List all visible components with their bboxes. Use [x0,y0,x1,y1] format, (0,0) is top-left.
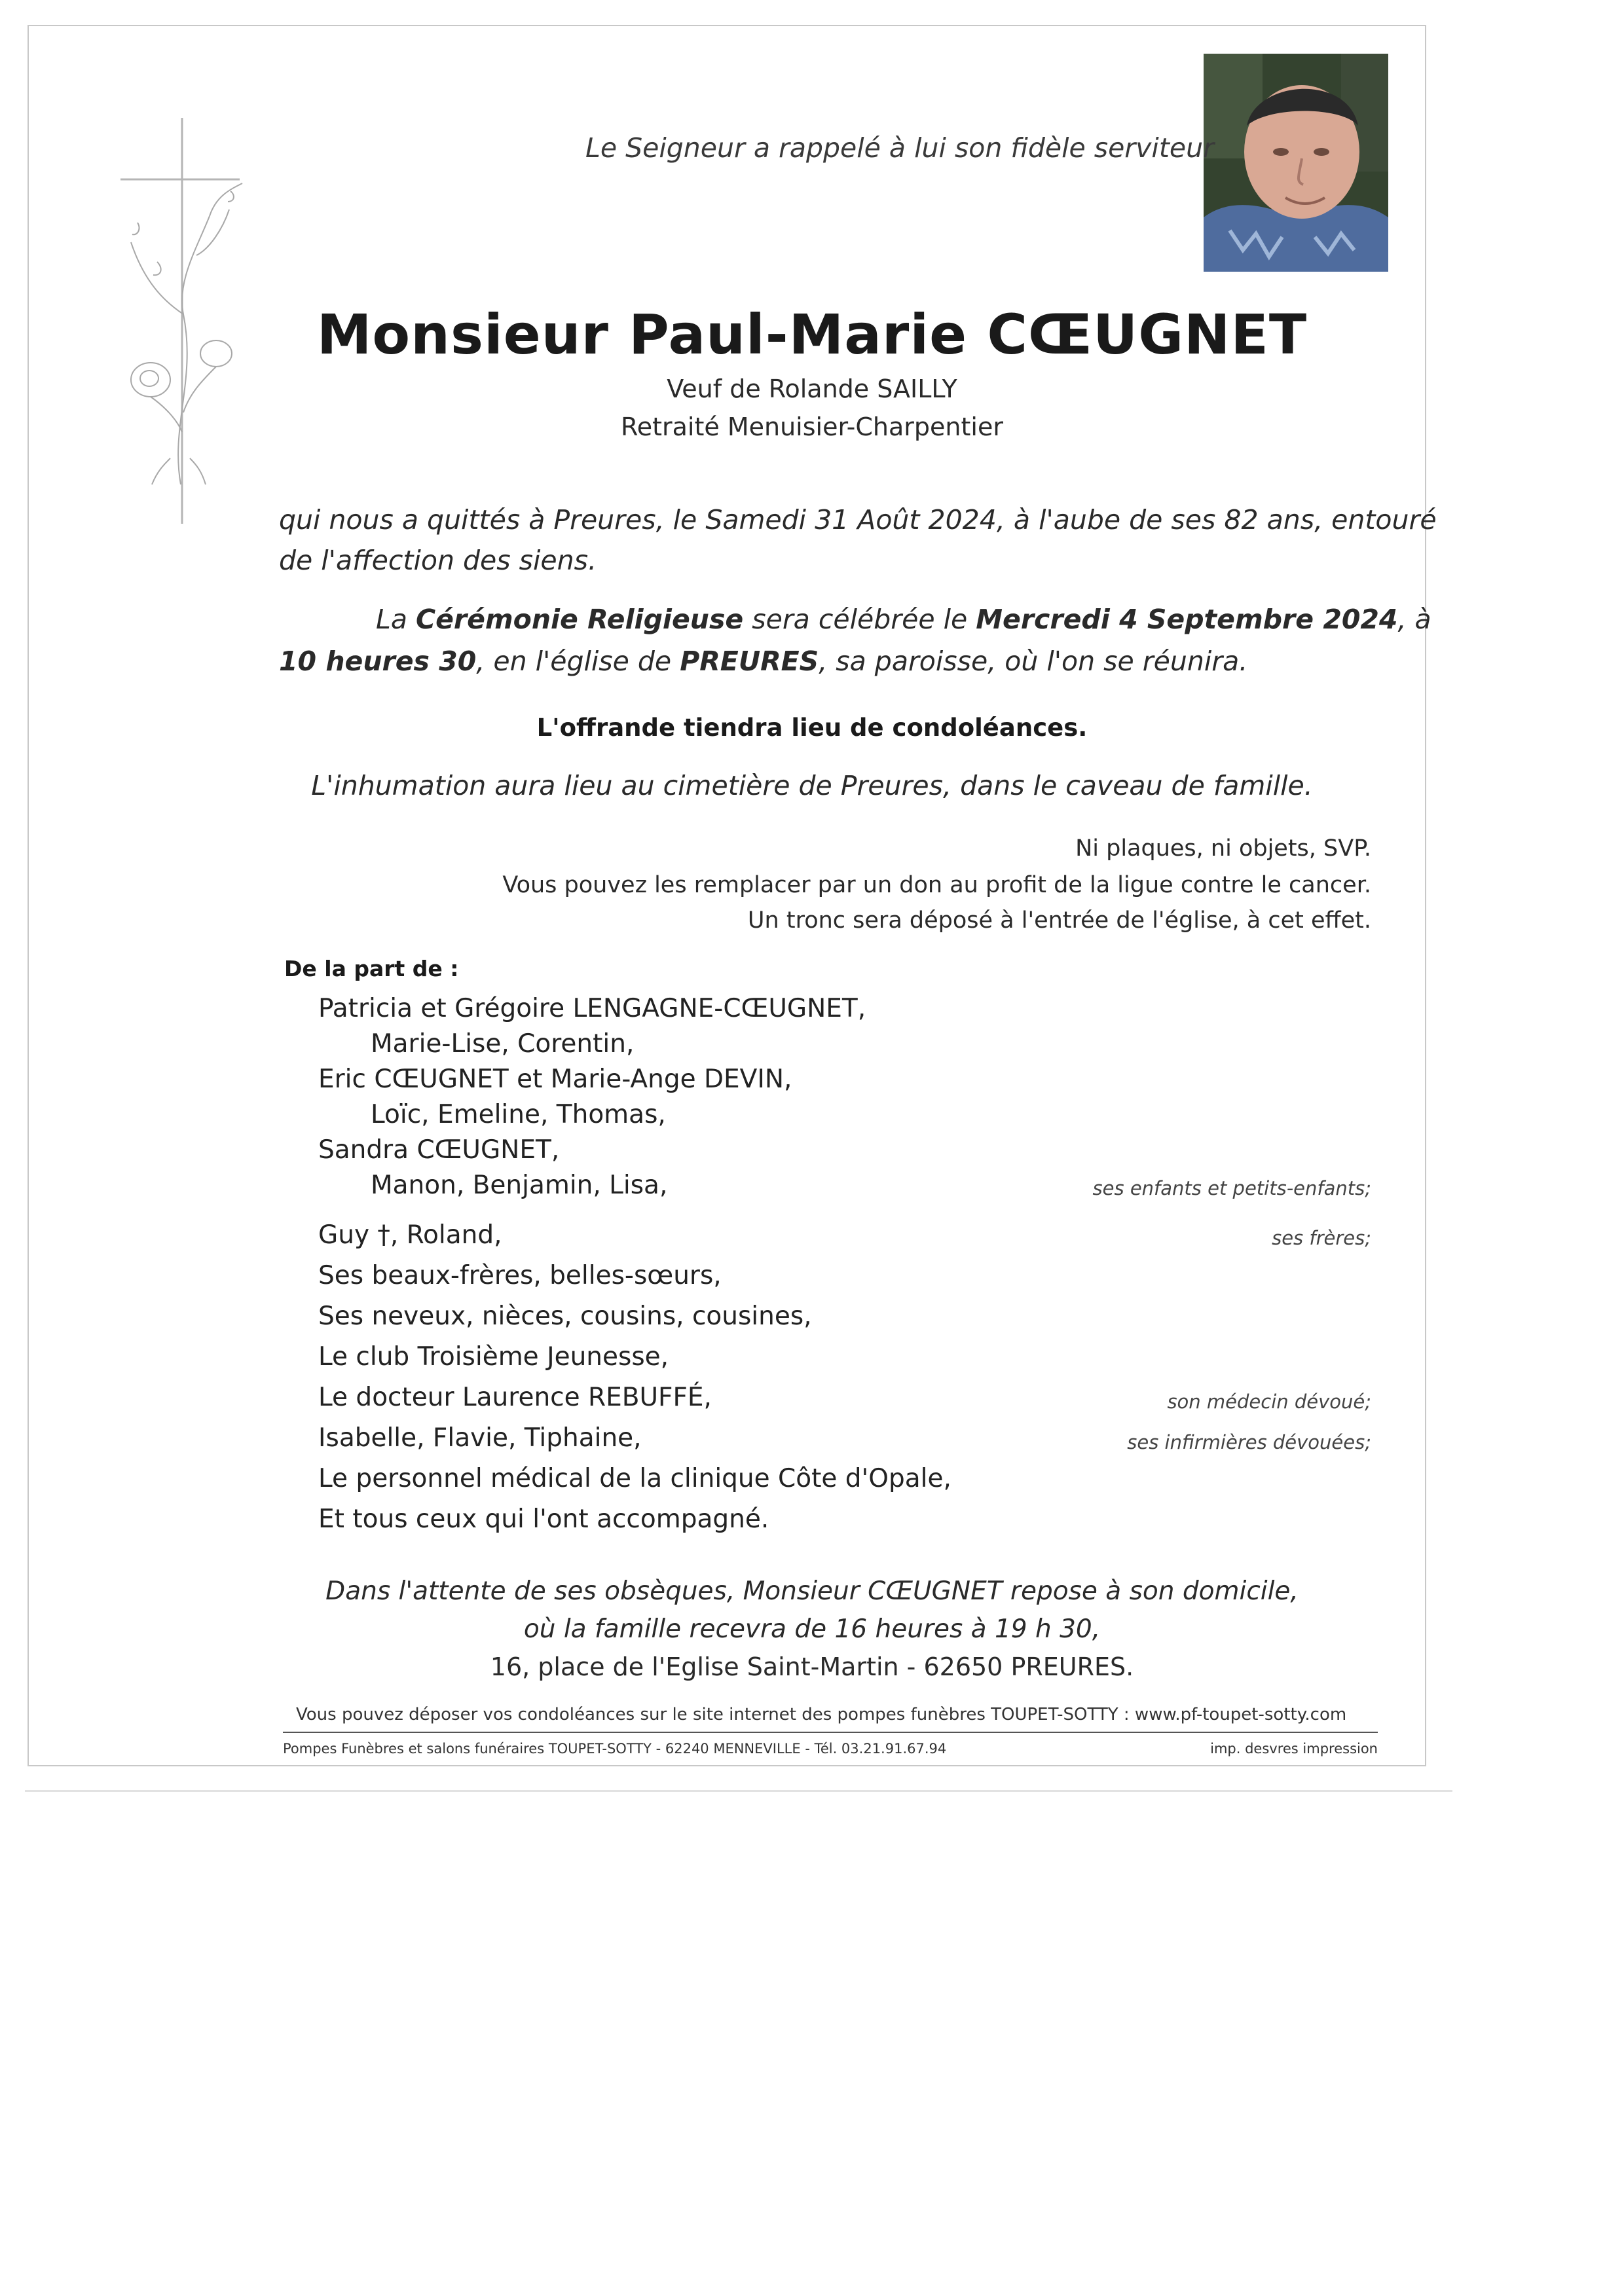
family-line: Ses beaux-frères, belles-sœurs, [318,1261,722,1290]
family-line: Et tous ceux qui l'ont accompagné. [318,1504,769,1534]
relation-label: ses enfants et petits-enfants; [1092,1177,1371,1199]
company-info: Pompes Funèbres et salons funéraires TOUPET-SOTTY - 62240 MENNEVILLE - Tél. 03.21.91.67.94 [283,1741,947,1757]
family-line: Ses neveux, nièces, cousins, cousines, [318,1302,812,1331]
death-line-2: de l'affection des siens. [279,545,597,576]
widower-line: Veuf de Rolande SAILLY [667,374,957,403]
family-line: Guy †, Roland, [318,1220,502,1250]
family-line: Patricia et Grégoire LENGAGNE-CŒUGNET, [318,994,866,1023]
family-line: Loïc, Emeline, Thomas, [371,1100,666,1129]
request-line-2: Vous pouvez les remplacer par un don au profit de la ligue contre le cancer. [502,872,1371,898]
portrait-photo [1204,54,1388,272]
relation-label: ses infirmières dévouées; [1127,1431,1371,1453]
deceased-name: Monsieur Paul-Marie CŒUGNET [316,302,1308,367]
footer-divider [283,1732,1378,1733]
ceremony-line-1: La Cérémonie Religieuse sera célébrée le Mercredi 4 Septembre 2024, à [376,604,1431,635]
relation-label: ses frères; [1272,1227,1371,1249]
address-line: 16, place de l'Eglise Saint-Martin - 62650 PREURES. [490,1652,1134,1681]
request-line-3: Un tronc sera déposé à l'entrée de l'église, à cet effet. [747,907,1371,934]
family-line: Le personnel médical de la clinique Côte d'Opale, [318,1464,951,1493]
offering-line: L'offrande tiendra lieu de condoléances. [536,714,1088,742]
family-line: Manon, Benjamin, Lisa, [371,1171,668,1200]
condolences-note: Vous pouvez déposer vos condoléances sur le site internet des pompes funèbres TOUPET-SOTTY : www.pf-toupet-sotty.com [296,1705,1347,1724]
from-label: De la part de : [284,956,459,981]
printer-info: imp. desvres impression [1210,1741,1378,1757]
intro-line: Le Seigneur a rappelé à lui son fidèle serviteur [585,132,1214,164]
request-line-1: Ni plaques, ni objets, SVP. [1075,835,1371,862]
family-line: Eric CŒUGNET et Marie-Ange DEVIN, [318,1065,792,1094]
relation-label: son médecin dévoué; [1167,1391,1371,1413]
burial-line: L'inhumation aura lieu au cimetière de Preures, dans le caveau de famille. [311,770,1313,801]
profession-line: Retraité Menuisier-Charpentier [621,412,1003,441]
family-line: Marie-Lise, Corentin, [371,1029,635,1059]
wake-line-1: Dans l'attente de ses obsèques, Monsieur CŒUGNET repose à son domicile, [325,1576,1299,1606]
family-line: Le club Troisième Jeunesse, [318,1342,669,1372]
ceremony-line-2: 10 heures 30, en l'église de PREURES, sa paroisse, où l'on se réunira. [279,646,1248,677]
family-line: Le docteur Laurence REBUFFÉ, [318,1383,712,1412]
death-line-1: qui nous a quittés à Preures, le Samedi 31 Août 2024, à l'aube de ses 82 ans, entouré [279,504,1437,536]
family-line: Isabelle, Flavie, Tiphaine, [318,1423,642,1453]
page-rule [25,1790,1452,1792]
family-line: Sandra CŒUGNET, [318,1135,560,1165]
wake-line-2: où la famille recevra de 16 heures à 19 h 30, [523,1614,1101,1644]
